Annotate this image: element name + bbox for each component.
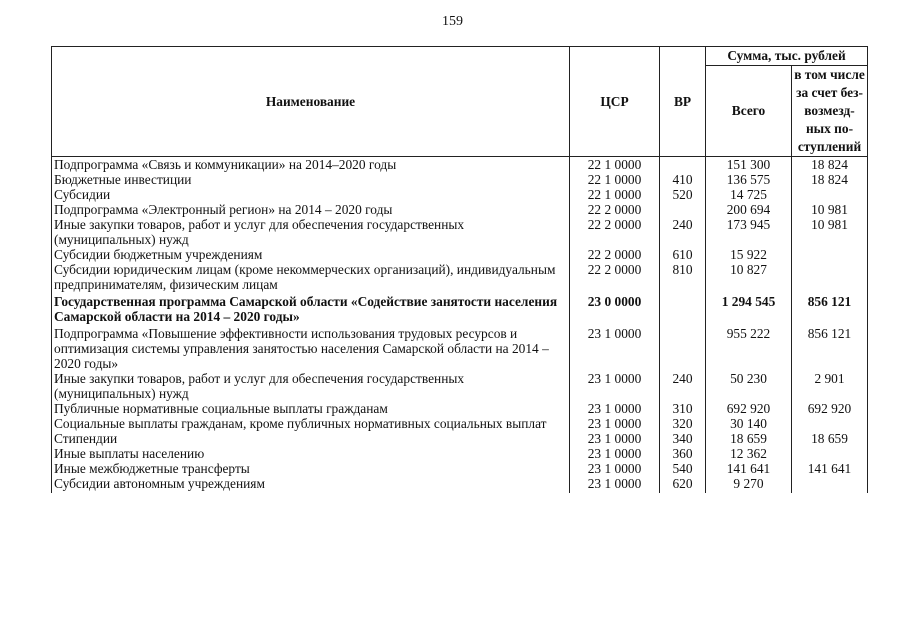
table-header bbox=[52, 47, 868, 157]
row-total: 50 230 bbox=[706, 371, 792, 401]
row-csr: 22 2 0000 bbox=[570, 202, 660, 217]
header-sum-group: Сумма, тыс. рублей bbox=[706, 47, 868, 66]
page-number: 159 bbox=[442, 14, 463, 29]
table-row bbox=[52, 461, 868, 476]
table-row bbox=[52, 172, 868, 187]
row-csr: 23 1 0000 bbox=[570, 431, 660, 446]
row-free: 141 641 bbox=[792, 461, 868, 476]
header-free-receipts: в том числе за счет без-возмезд-ных по-ступлений bbox=[792, 66, 868, 157]
row-csr: 23 0 0000 bbox=[570, 292, 660, 326]
row-free: 18 824 bbox=[792, 157, 868, 173]
row-name: Бюджетные инвестиции bbox=[52, 172, 570, 187]
row-total: 12 362 bbox=[706, 446, 792, 461]
row-free bbox=[792, 262, 868, 292]
row-total: 200 694 bbox=[706, 202, 792, 217]
row-free bbox=[792, 476, 868, 493]
row-total: 141 641 bbox=[706, 461, 792, 476]
row-vr: 620 bbox=[660, 476, 706, 493]
row-free: 856 121 bbox=[792, 326, 868, 371]
budget-table bbox=[51, 46, 868, 493]
table-row bbox=[52, 247, 868, 262]
row-name: Иные межбюджетные трансферты bbox=[52, 461, 570, 476]
table-row bbox=[52, 416, 868, 431]
row-name: Социальные выплаты гражданам, кроме публичных нормативных социальных выплат bbox=[52, 416, 570, 431]
row-free bbox=[792, 187, 868, 202]
row-total: 173 945 bbox=[706, 217, 792, 247]
row-vr: 310 bbox=[660, 401, 706, 416]
row-total: 9 270 bbox=[706, 476, 792, 493]
row-free bbox=[792, 446, 868, 461]
row-total: 692 920 bbox=[706, 401, 792, 416]
table-body bbox=[52, 157, 868, 494]
row-total: 955 222 bbox=[706, 326, 792, 371]
row-free: 18 659 bbox=[792, 431, 868, 446]
row-vr: 360 bbox=[660, 446, 706, 461]
row-name: Субсидии бюджетным учреждениям bbox=[52, 247, 570, 262]
row-total: 14 725 bbox=[706, 187, 792, 202]
row-vr bbox=[660, 292, 706, 326]
header-csr: ЦСР bbox=[570, 47, 660, 157]
row-csr: 23 1 0000 bbox=[570, 446, 660, 461]
row-name: Стипендии bbox=[52, 431, 570, 446]
header-vr: ВР bbox=[660, 47, 706, 157]
table-row bbox=[52, 446, 868, 461]
row-total: 10 827 bbox=[706, 262, 792, 292]
row-name: Иные выплаты населению bbox=[52, 446, 570, 461]
header-total: Всего bbox=[706, 66, 792, 157]
row-vr: 610 bbox=[660, 247, 706, 262]
row-free: 10 981 bbox=[792, 217, 868, 247]
row-csr: 22 1 0000 bbox=[570, 187, 660, 202]
row-name: Субсидии bbox=[52, 187, 570, 202]
row-free bbox=[792, 247, 868, 262]
row-name: Государственная программа Самарской области «Содействие занятости населения Самарской области на 2014 – 2020 годы» bbox=[52, 292, 570, 326]
table-row bbox=[52, 157, 868, 173]
row-csr: 22 2 0000 bbox=[570, 247, 660, 262]
row-vr: 320 bbox=[660, 416, 706, 431]
row-csr: 22 1 0000 bbox=[570, 172, 660, 187]
row-csr: 22 2 0000 bbox=[570, 217, 660, 247]
row-vr: 240 bbox=[660, 217, 706, 247]
table-row bbox=[52, 401, 868, 416]
table-row bbox=[52, 476, 868, 493]
table-row bbox=[52, 292, 868, 326]
row-vr bbox=[660, 202, 706, 217]
row-free: 18 824 bbox=[792, 172, 868, 187]
row-total: 15 922 bbox=[706, 247, 792, 262]
row-name: Иные закупки товаров, работ и услуг для обеспечения государственных (муниципальных) нужд bbox=[52, 371, 570, 401]
row-csr: 23 1 0000 bbox=[570, 416, 660, 431]
row-name: Субсидии автономным учреждениям bbox=[52, 476, 570, 493]
row-free bbox=[792, 416, 868, 431]
row-free: 692 920 bbox=[792, 401, 868, 416]
row-name: Субсидии юридическим лицам (кроме некоммерческих организаций), индивидуальным предпринимателям, физическим лицам bbox=[52, 262, 570, 292]
row-csr: 22 1 0000 bbox=[570, 157, 660, 173]
row-free: 10 981 bbox=[792, 202, 868, 217]
row-total: 30 140 bbox=[706, 416, 792, 431]
table-row bbox=[52, 202, 868, 217]
row-name: Подпрограмма «Связь и коммуникации» на 2014–2020 годы bbox=[52, 157, 570, 173]
row-csr: 23 1 0000 bbox=[570, 371, 660, 401]
row-csr: 23 1 0000 bbox=[570, 476, 660, 493]
row-csr: 23 1 0000 bbox=[570, 401, 660, 416]
row-name: Подпрограмма «Повышение эффективности использования трудовых ресурсов и оптимизация системы управления занятостью населения Самарской области на 2014 – 2020 годы» bbox=[52, 326, 570, 371]
row-free: 856 121 bbox=[792, 292, 868, 326]
row-total: 151 300 bbox=[706, 157, 792, 173]
row-vr bbox=[660, 157, 706, 173]
row-vr: 810 bbox=[660, 262, 706, 292]
row-total: 136 575 bbox=[706, 172, 792, 187]
row-total: 1 294 545 bbox=[706, 292, 792, 326]
row-csr: 23 1 0000 bbox=[570, 326, 660, 371]
table-row bbox=[52, 371, 868, 401]
row-csr: 23 1 0000 bbox=[570, 461, 660, 476]
row-name: Подпрограмма «Электронный регион» на 2014 – 2020 годы bbox=[52, 202, 570, 217]
header-name: Наименование bbox=[52, 47, 570, 157]
table-row bbox=[52, 187, 868, 202]
row-vr: 540 bbox=[660, 461, 706, 476]
row-total: 18 659 bbox=[706, 431, 792, 446]
table-row bbox=[52, 326, 868, 371]
table-row bbox=[52, 262, 868, 292]
row-vr: 240 bbox=[660, 371, 706, 401]
row-name: Публичные нормативные социальные выплаты гражданам bbox=[52, 401, 570, 416]
table-row bbox=[52, 431, 868, 446]
row-vr: 340 bbox=[660, 431, 706, 446]
row-free: 2 901 bbox=[792, 371, 868, 401]
row-vr bbox=[660, 326, 706, 371]
row-csr: 22 2 0000 bbox=[570, 262, 660, 292]
table-row bbox=[52, 217, 868, 247]
row-vr: 410 bbox=[660, 172, 706, 187]
row-name: Иные закупки товаров, работ и услуг для обеспечения государственных (муниципальных) нужд bbox=[52, 217, 570, 247]
row-vr: 520 bbox=[660, 187, 706, 202]
